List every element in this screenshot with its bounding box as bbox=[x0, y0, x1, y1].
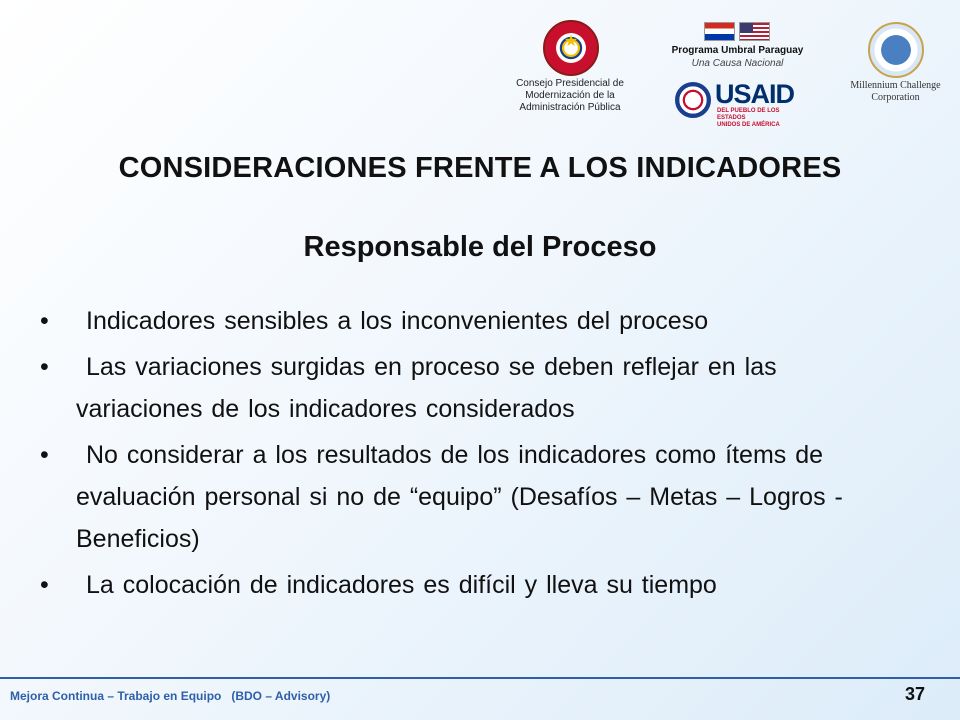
mcc-line: Millennium Challenge bbox=[850, 80, 941, 91]
star-icon: ★ bbox=[563, 33, 579, 50]
bullet-item bbox=[40, 346, 910, 430]
consejo-line: Consejo Presidencial de bbox=[516, 78, 624, 89]
footer-caption: Mejora Continua – Trabajo en Equipo (BDO – Advisory) bbox=[10, 689, 331, 703]
footer-divider bbox=[0, 677, 960, 679]
consejo-line: Administración Pública bbox=[519, 102, 621, 113]
mcc-seal-icon bbox=[868, 22, 924, 78]
bullet-dot-icon: • bbox=[40, 571, 49, 599]
bullet-text: Indicadores sensibles a los inconvenientes del proceso bbox=[86, 307, 709, 335]
mcc-caption bbox=[843, 80, 948, 104]
usaid-tagline-line: UNIDOS DE AMÉRICA bbox=[717, 122, 780, 128]
bullet-text: La colocación de indicadores es difícil y lleva su tiempo bbox=[86, 571, 717, 599]
programa-label: Programa Umbral Paraguay bbox=[671, 45, 804, 56]
causa-label: Una Causa Nacional bbox=[691, 58, 784, 69]
usaid-tagline bbox=[717, 108, 807, 129]
bullet-text: Las variaciones surgidas en proceso se deben reflejar en las variaciones de los indicadores considerados bbox=[76, 353, 777, 423]
usa-flag-icon bbox=[739, 22, 770, 41]
page-number: 37 bbox=[905, 684, 926, 704]
bullet-item bbox=[40, 434, 910, 560]
consejo-line: Modernización de la bbox=[525, 90, 615, 101]
bullet-item bbox=[40, 300, 910, 342]
bullet-dot-icon: • bbox=[40, 441, 49, 469]
usaid-seal-icon bbox=[675, 82, 711, 118]
bullet-dot-icon: • bbox=[40, 307, 49, 335]
usaid-logo-text: USAID bbox=[715, 79, 795, 109]
bullet-list bbox=[40, 300, 910, 610]
usaid-tagline-line: DEL PUEBLO DE LOS ESTADOS bbox=[717, 108, 780, 121]
consejo-caption bbox=[500, 78, 640, 114]
bullet-text: No considerar a los resultados de los indicadores como ítems de evaluación personal si no de “equipo” (Desafíos – Metas – Logros - Beneficios) bbox=[76, 441, 843, 553]
bullet-dot-icon: • bbox=[40, 353, 49, 381]
slide-title: CONSIDERACIONES FRENTE A LOS INDICADORES bbox=[118, 152, 842, 184]
slide-subtitle: Responsable del Proceso bbox=[303, 231, 657, 263]
mcc-line: Corporation bbox=[871, 92, 920, 103]
bullet-item bbox=[40, 564, 910, 606]
paraguay-flag-icon bbox=[704, 22, 735, 41]
